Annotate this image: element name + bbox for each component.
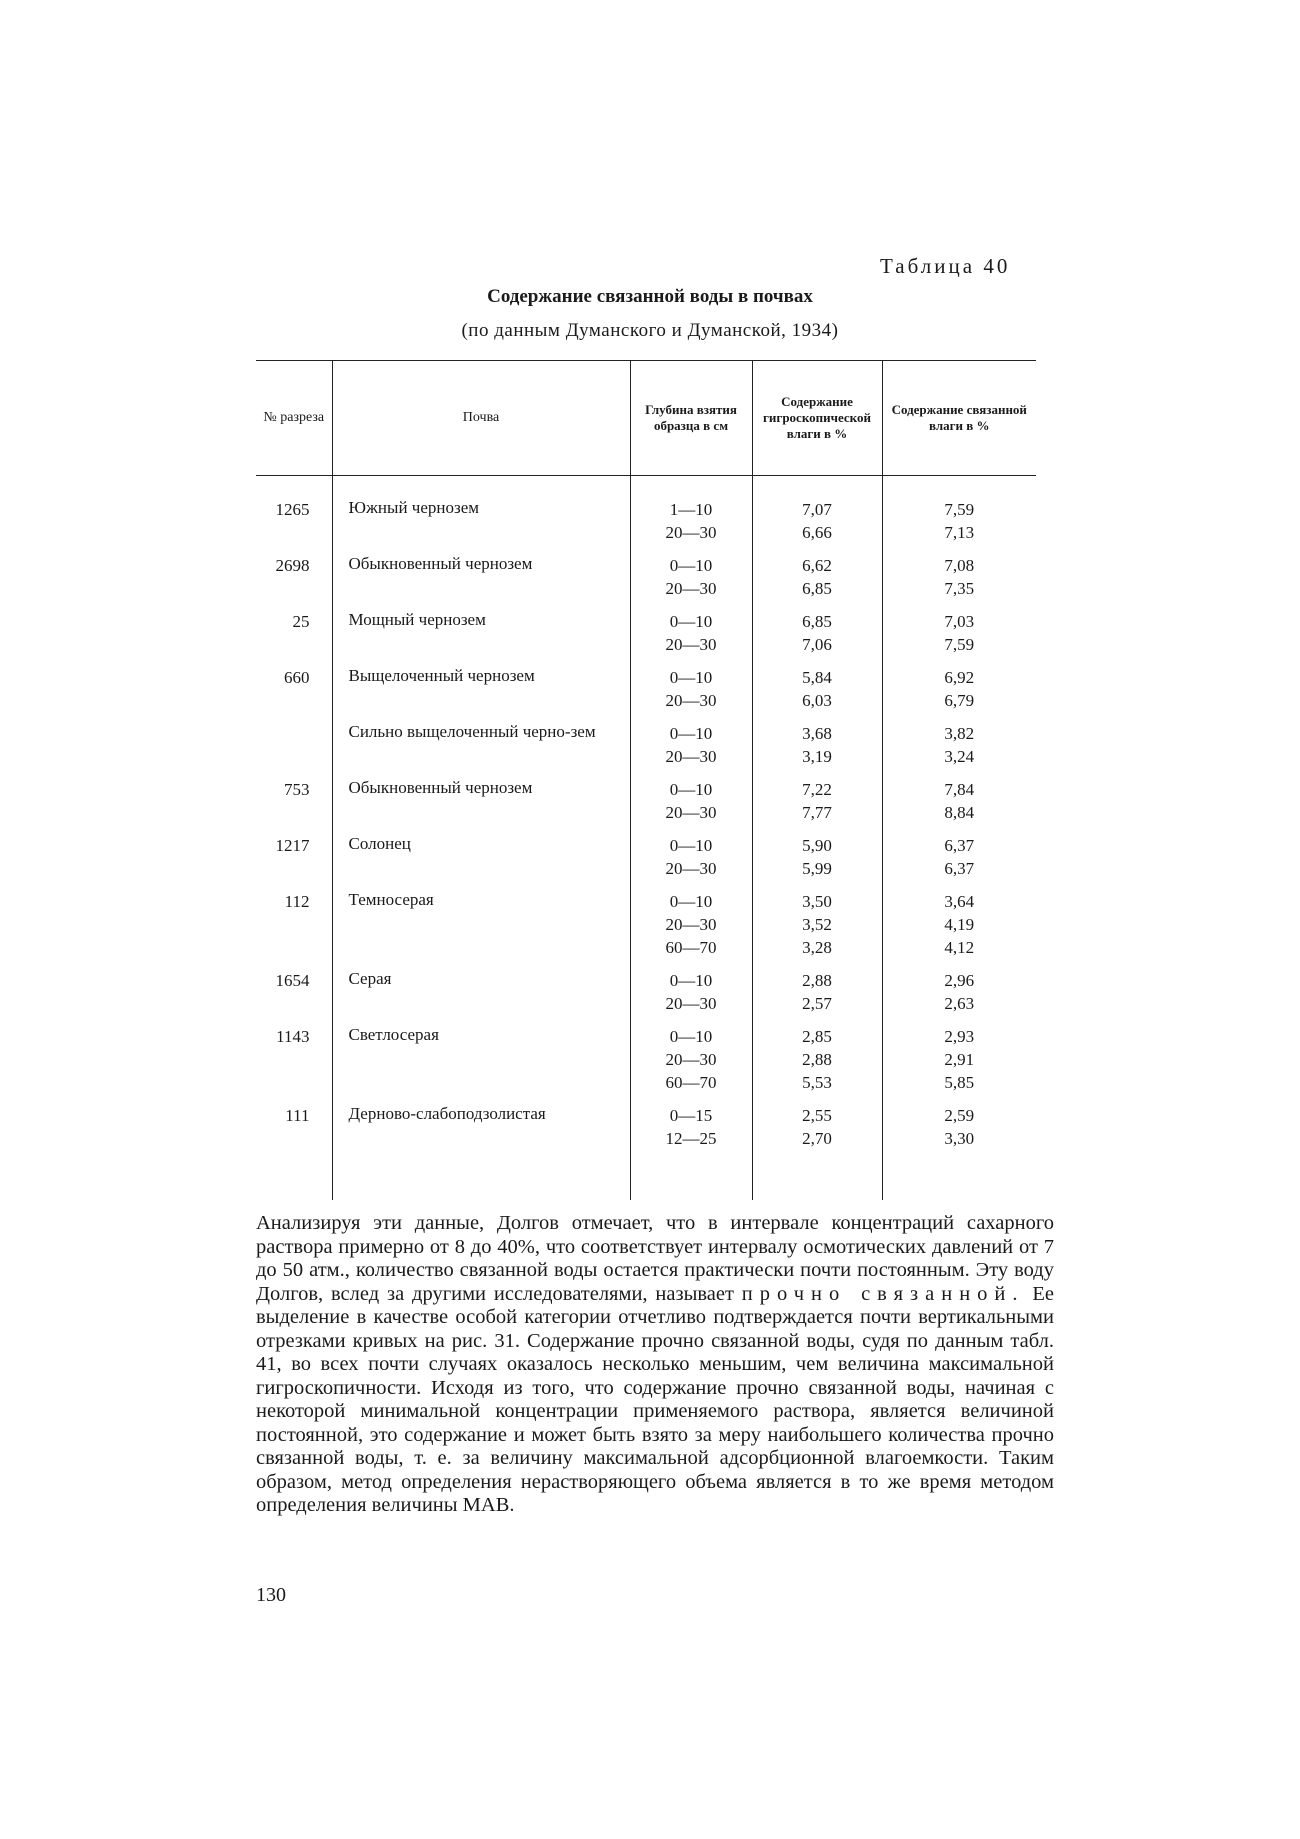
cell-soil-name: Южный чернозем xyxy=(348,498,480,517)
cell-hygroscopic: 7,07 xyxy=(802,500,832,519)
cell-hygroscopic: 3,52 xyxy=(802,915,832,934)
cell-hygroscopic: 2,88 xyxy=(802,971,832,990)
cell-depth: 20—30 xyxy=(665,1050,717,1069)
cell-depth: 0—10 xyxy=(669,612,713,631)
cell-soil-name: Обыкновенный чернозем xyxy=(348,554,533,573)
header-row xyxy=(256,361,1036,476)
cell-depth: 0—10 xyxy=(669,780,713,799)
cell-bound-water: 7,03 xyxy=(944,612,975,631)
cell-profile-number: 2698 xyxy=(275,556,310,575)
cell-hygroscopic: 6,85 xyxy=(802,579,832,598)
cell-hygroscopic: 2,88 xyxy=(802,1050,832,1069)
cell-bound-water: 2,63 xyxy=(944,994,975,1013)
cell-depth: 20—30 xyxy=(665,747,717,766)
table-row xyxy=(256,666,1036,722)
cell-bound-water: 4,12 xyxy=(944,938,975,957)
cell-bound-water: 6,79 xyxy=(944,691,975,710)
cell-soil-name: Светлосерая xyxy=(348,1025,439,1044)
cell-soil-name: Темносерая xyxy=(348,890,434,909)
cell-hygroscopic: 3,50 xyxy=(802,892,832,911)
data-table xyxy=(256,360,1036,1200)
cell-depth: 20—30 xyxy=(665,635,717,654)
cell-bound-water: 7,35 xyxy=(944,579,975,598)
header-num: № разреза xyxy=(256,361,332,476)
cell-profile-number: 25 xyxy=(292,612,310,631)
cell-depth: 60—70 xyxy=(665,938,717,957)
cell-depth: 1—10 xyxy=(669,500,713,519)
cell-hygroscopic: 6,62 xyxy=(802,556,832,575)
cell-bound-water: 5,85 xyxy=(944,1073,975,1092)
cell-bound-water: 6,37 xyxy=(944,859,975,878)
cell-bound-water: 2,93 xyxy=(944,1027,975,1046)
cell-profile-number: 111 xyxy=(285,1106,310,1125)
cell-soil-name: Серая xyxy=(348,969,392,988)
table-row xyxy=(256,554,1036,610)
cell-hygroscopic: 2,57 xyxy=(802,994,832,1013)
cell-depth: 20—30 xyxy=(665,994,717,1013)
cell-bound-water: 8,84 xyxy=(944,803,975,822)
cell-profile-number: 1654 xyxy=(275,971,310,990)
paragraph-emphasis: прочно связанной. xyxy=(741,1282,1025,1305)
cell-depth: 0—15 xyxy=(669,1106,713,1125)
cell-hygroscopic: 5,53 xyxy=(802,1073,832,1092)
cell-profile-number: 1143 xyxy=(276,1027,310,1046)
cell-bound-water: 3,64 xyxy=(944,892,975,911)
paragraph-part-2: Ее выделение в качестве особой категории отчетливо подтверждается почти вертикальными отрезками кривых на рис. 31. Содержание прочно связанной воды, судя по данным табл. 41, во всех почти случаях оказалось несколько меньшим, чем величина максимальной гигроскопичности. Исходя из того, что содержание прочно связанной воды, начиная с некоторой минимальной концентрации применяемого раствора, является величиной постоянной, это содержание и может быть взято за меру наибольшего количества прочно связанной воды, т. е. за величину максимальной адсорбционной влагоемкости. Таким образом, метод определения нерастворяющего объема является в то же время методом определения величины МАВ. xyxy=(256,1282,1054,1516)
cell-soil-name: Выщелоченный чернозем xyxy=(348,666,535,685)
cell-profile-number xyxy=(256,722,332,778)
table-row xyxy=(256,1104,1036,1160)
cell-depth: 0—10 xyxy=(669,724,713,743)
header-hygroscopic: Содержание гигроскопической влаги в % xyxy=(752,361,882,476)
cell-hygroscopic: 7,06 xyxy=(802,635,832,654)
table-row xyxy=(256,722,1036,778)
cell-hygroscopic: 3,68 xyxy=(802,724,832,743)
cell-depth: 20—30 xyxy=(665,803,717,822)
table-row xyxy=(256,890,1036,969)
cell-bound-water: 3,24 xyxy=(944,747,975,766)
cell-depth: 0—10 xyxy=(669,971,713,990)
cell-depth: 20—30 xyxy=(665,691,717,710)
cell-hygroscopic: 3,19 xyxy=(802,747,832,766)
cell-bound-water: 2,59 xyxy=(944,1106,975,1125)
cell-profile-number: 1217 xyxy=(275,836,310,855)
header-soil: Почва xyxy=(332,361,630,476)
cell-bound-water: 2,96 xyxy=(944,971,975,990)
cell-bound-water: 3,82 xyxy=(944,724,975,743)
cell-bound-water: 2,91 xyxy=(944,1050,975,1069)
cell-hygroscopic: 2,70 xyxy=(802,1129,832,1148)
cell-bound-water: 7,59 xyxy=(944,500,975,519)
cell-hygroscopic: 6,03 xyxy=(802,691,832,710)
cell-soil-name: Мощный чернозем xyxy=(348,610,486,629)
cell-bound-water: 7,13 xyxy=(944,523,975,542)
page-number: 130 xyxy=(256,1584,286,1606)
cell-bound-water: 7,08 xyxy=(944,556,975,575)
cell-bound-water: 6,92 xyxy=(944,668,975,687)
cell-profile-number: 660 xyxy=(284,668,310,687)
cell-profile-number: 753 xyxy=(284,780,310,799)
table-row xyxy=(256,834,1036,890)
header-bound-water: Содержание связанной влаги в % xyxy=(882,361,1036,476)
table-row xyxy=(256,610,1036,666)
table-title: Содержание связанной воды в почвах xyxy=(487,286,813,307)
cell-hygroscopic: 5,99 xyxy=(802,859,832,878)
cell-hygroscopic: 5,90 xyxy=(802,836,832,855)
cell-profile-number: 1265 xyxy=(275,500,310,519)
cell-depth: 20—30 xyxy=(665,859,717,878)
cell-depth: 0—10 xyxy=(669,836,713,855)
cell-soil-name: Солонец xyxy=(348,834,411,853)
cell-hygroscopic: 2,55 xyxy=(802,1106,832,1125)
cell-bound-water: 3,30 xyxy=(944,1129,975,1148)
body-paragraph xyxy=(256,1212,1054,1518)
cell-hygroscopic: 5,84 xyxy=(802,668,832,687)
table-row xyxy=(256,969,1036,1025)
cell-depth: 20—30 xyxy=(665,523,717,542)
cell-bound-water: 7,84 xyxy=(944,780,975,799)
cell-depth: 0—10 xyxy=(669,556,713,575)
cell-soil-name: Обыкновенный чернозем xyxy=(348,778,533,797)
table-row xyxy=(256,498,1036,554)
cell-hygroscopic: 3,28 xyxy=(802,938,832,957)
cell-depth: 0—10 xyxy=(669,668,713,687)
cell-depth: 0—10 xyxy=(669,1027,713,1046)
cell-hygroscopic: 2,85 xyxy=(802,1027,832,1046)
cell-depth: 20—30 xyxy=(665,915,717,934)
cell-depth: 12—25 xyxy=(665,1129,717,1148)
cell-depth: 20—30 xyxy=(665,579,717,598)
cell-depth: 60—70 xyxy=(665,1073,717,1092)
table-row xyxy=(256,778,1036,834)
cell-bound-water: 6,37 xyxy=(944,836,975,855)
cell-depth: 0—10 xyxy=(669,892,713,911)
table-label: Таблица 40 xyxy=(880,254,1011,278)
table-row xyxy=(256,1025,1036,1104)
cell-hygroscopic: 7,77 xyxy=(802,803,832,822)
cell-hygroscopic: 6,66 xyxy=(802,523,832,542)
cell-hygroscopic: 6,85 xyxy=(802,612,832,631)
cell-hygroscopic: 7,22 xyxy=(802,780,832,799)
cell-profile-number: 112 xyxy=(284,892,310,911)
cell-soil-name: Сильно выщелоченный черно-зем xyxy=(348,722,596,741)
header-depth: Глубина взятия образца в см xyxy=(630,361,752,476)
cell-bound-water: 4,19 xyxy=(944,915,975,934)
paragraph-part-1: Анализируя эти данные, Долгов отмечает, что в интервале концентраций сахарного раствора примерно от 8 до 40%, что соответствует интервалу осмотических давлений от 7 до 50 атм., количество связанной воды остается практически почти постоянным. Эту воду Долгов, вслед за другими исследователями, называет xyxy=(256,1212,1054,1305)
cell-soil-name: Дерново-слабоподзолистая xyxy=(348,1104,546,1123)
cell-bound-water: 7,59 xyxy=(944,635,975,654)
table-subtitle: (по данным Думанского и Думанской, 1934) xyxy=(461,320,839,341)
